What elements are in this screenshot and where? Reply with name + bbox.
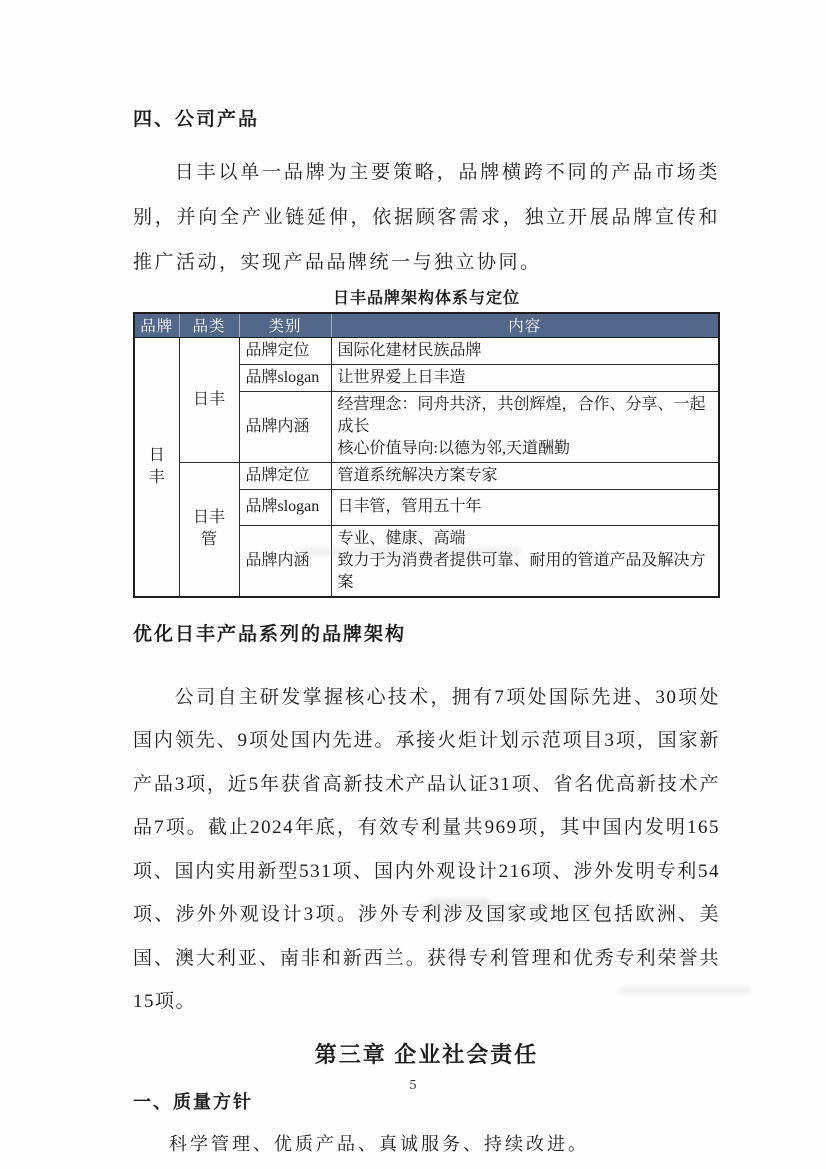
type-cell: 品牌slogan [239,489,331,525]
content-cell: 让世界爱上日丰造 [331,364,719,391]
page-number: 5 [409,1078,417,1093]
brand-architecture-table [133,312,720,598]
brand-table-title: 日丰品牌架构体系与定位 [332,290,520,307]
content-line: 致力于为消费者提供可靠、耐用的管道产品及解决方案 [337,551,706,591]
content-line: 专业、健康、高端 [337,529,466,547]
category-cell: 日丰管 [179,462,239,597]
table-header-row [134,313,719,337]
type-cell: 品牌内涵 [239,525,331,597]
header-cell-category: 品类 [179,313,239,337]
type-cell: 品牌内涵 [239,391,331,462]
content-cell: 管道系统解决方案专家 [331,462,719,489]
header-cell-brand: 品牌 [134,313,179,337]
type-cell: 品牌定位 [239,337,331,364]
content-cell [331,525,719,597]
optimization-heading: 优化日丰产品系列的品牌架构 [133,623,407,645]
table-row [134,462,719,489]
content-line: 核心价值导向:以德为邻,天道酬勤 [337,439,570,457]
quality-policy-text: 科学管理、优质产品、真诚服务、持续改进。 [169,1133,589,1154]
content-cell [331,391,719,462]
subsection-title: 一、质量方针 [133,1091,253,1112]
intro-paragraph: 日丰以单一品牌为主要策略，品牌横跨不同的产品市场类别，并向全产业链延伸，依据顾客需求，独立开展品牌宣传和推广活动，实现产品品牌统一与独立协同。 [133,162,720,273]
section-title: 四、公司产品 [133,109,260,130]
type-cell: 品牌slogan [239,364,331,391]
header-cell-type: 类别 [239,313,331,337]
content-cell: 国际化建材民族品牌 [331,337,719,364]
content-line: 经营理念：同舟共济，共创辉煌，合作、分享、一起成长 [337,395,706,435]
content-cell: 日丰管，管用五十年 [331,489,719,525]
rd-achievements-paragraph: 公司自主研发掌握核心技术，拥有7项处国际先进、30项处国内领先、9项处国内先进。承接火炬计划示范项目3项，国家新产品3项，近5年获省高新技术产品认证31项、省名优高新技术产品7项。截止2024年底，有效专利量共969项，其中国内发明165项、国内实用新型531项、国内外观设计216项、涉外发明专利54项、涉外外观设计3项。涉外专利涉及国家或地区包括欧洲、美国、澳大利亚、南非和新西兰。获得专利管理和优秀专利荣誉共15项。 [133,686,720,1012]
category-cell: 日丰 [179,337,239,462]
chapter-title: 第三章 企业社会责任 [314,1041,539,1067]
table-row [134,337,719,364]
type-cell: 品牌定位 [239,462,331,489]
brand-cell: 日丰 [134,337,179,597]
header-cell-content: 内容 [331,313,719,337]
